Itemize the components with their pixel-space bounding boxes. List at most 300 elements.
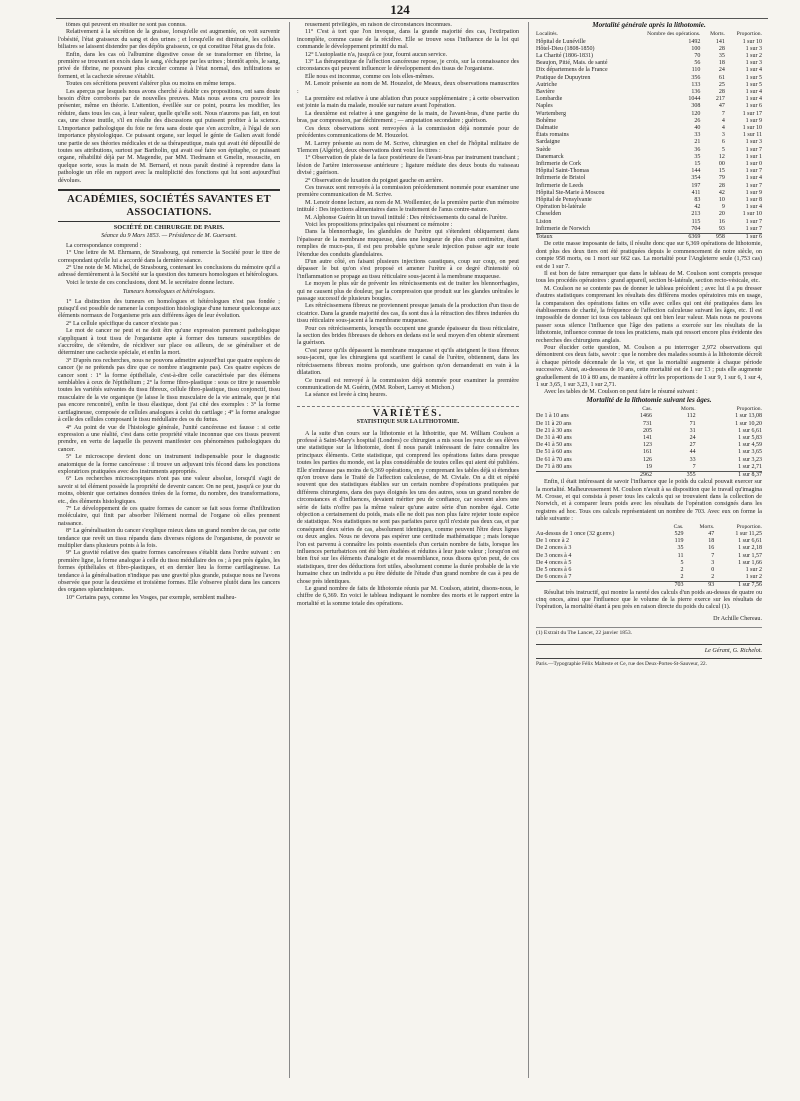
paragraph: 5° Le microscope devient donc un instrument indispensable pour le diagnostic anatomique de la forme cancéreuse : il trouve un adjuvant très fécond dans les ponctions exploratrices pratiquées avec des instruments appropriés. [58, 454, 280, 475]
table-row [536, 421, 762, 428]
table-cell: 5 [721, 146, 725, 153]
table-cell: Danemarck [536, 153, 564, 160]
table-cell: 35 [718, 53, 725, 60]
paragraph: M. Coulson ne se contente pas de donner le tableau précédent ; avec lui il a pu dresser d'autres statistiques comprenant les résultats des différens modes opératoires mis en usage, la comparaison des opérations faites en ville avec celles qui ont été pratiquées dans les établissemens de charité, la fréquence de l'affection calculeuse suivant les âges, etc. Il est impossible de donner ici tous ces tableaux qui ont bien leur valeur. Mais nous ne pouvons passer sous silence l'influence que l'âge des patiens a exercée sur les résultats de la lithotomie, influence connue de tous les praticiens, mais qui ressort encore plus évidente des recherches des chirurgiens anglais. [536, 285, 762, 344]
paragraph: Le moyen le plus sûr de prévenir les rétrécissements est de traiter les blennorrhagies, qui ne causent plus de douleur, par la compression que produit sur les glandes urétrales le passage successif de plusieurs bougies. [297, 281, 519, 303]
table-cell: 15 [718, 168, 725, 175]
paragraph: 3° D'après nos recherches, nous ne pouvons admettre aujourd'hui que quatre espèces de cancer (je ne prétends pas dire que ce nombre n'augmente pas). Ces quatre espèces de cancer sont : 1° la forme épithéliale, c'est-à-dire celle caractérisée par des élémens semblables à ceux de l'épithélium ; 2° la forme fibro-plastique : sous ce titre je rassemble toutes les variétés suivantes du tissu fibreux, cellule fibro-plastique, tissu conjonctif, tissu musculaire de la vie organique (je laisse le tissu musculaire de la vie animale, que je n'ai pas encore rencontré), enfin le tissu élastique, dont j'ai cité des exemples : 3° la forme cartilagineuse, composée de cellules analogues à celui du cartilage ; 4° la forme analogue à celle des cellules composant le tissu médullaire des os du fœtus. [58, 357, 280, 424]
table-cell: 31 [689, 427, 696, 434]
table-cell: 1 sur 8 [745, 197, 762, 204]
table-row [536, 211, 762, 218]
col1-paras3 [58, 299, 280, 603]
table-cell: Lombardie [536, 96, 563, 103]
table-cell: 15 [694, 161, 701, 168]
table-cell: 0 [711, 566, 715, 573]
table-row [536, 531, 762, 538]
table-cell: 141 [643, 435, 653, 442]
table-cell: 355 [656, 472, 700, 480]
table-cell: 197 [691, 182, 701, 189]
table-cell: Liston [536, 218, 552, 225]
table-cell: 136 [691, 89, 701, 96]
table-cell: De 31 à 40 ans [536, 435, 572, 442]
table-cell: 33 [689, 456, 696, 463]
table-cell: 1 sur 3 [745, 139, 762, 146]
table-row [536, 204, 762, 211]
paragraph: 2° Observation de luxation du poignet gauche en arrière. [305, 177, 443, 184]
table-cell: 26 [694, 117, 701, 124]
table-cell: Infirmerie de Cork [536, 161, 581, 168]
table-row [536, 60, 762, 67]
table-row [536, 219, 762, 226]
table-cell: 356 [691, 74, 701, 81]
column-header: Cas. [673, 523, 684, 530]
table-cell: 71 [689, 420, 696, 427]
table-cell: Hôtel-Dieu (1808-1850) [536, 45, 595, 52]
table-cell: 1 sur 3,23 [738, 456, 762, 463]
table-row [536, 147, 762, 154]
column-header: Cas. [642, 406, 653, 413]
table-cell: 79 [718, 175, 725, 182]
table-cell: 213 [691, 211, 701, 218]
table-cell: Hôpital de Lunéville [536, 38, 586, 45]
table-cell: Au-dessus de 1 once (32 gr.env.) [536, 530, 615, 537]
table-cell: 144 [691, 168, 701, 175]
gerant-line: Le Gérant, G. Richelot. [536, 644, 762, 655]
table-cell: De 1 à 10 ans [536, 413, 569, 420]
paragraph: Ce travail est renvoyé à la commission déjà nommée pour examiner la première communication de M. Guérin, (MM. Robert, Larrey et Michon.) [297, 377, 519, 391]
column-divider [528, 22, 529, 1078]
paragraph: 1° Une lettre de M. Ehrmann, de Strasbourg, qui remercie la Société pour le titre de correspondant qu'elle lui a accordé dans la dernière séance. [58, 250, 280, 264]
table-cell: 24 [689, 435, 696, 442]
paragraph: 11° C'est à tort que l'on invoque, dans la grande majorité des cas, l'extirpation incomplète, comme cause de la récidive. Elle se trouve sous l'influence de la loi qui commande le développement primitif du mal. [297, 29, 519, 51]
table-cell: 12 [718, 153, 725, 160]
table-row [536, 89, 762, 96]
table-cell: Wurtemberg [536, 110, 566, 117]
column-header [536, 524, 665, 531]
table-row [536, 53, 762, 60]
table-cell: Suède [536, 146, 551, 153]
table-cell: 3 [721, 132, 725, 139]
table-cell: De 51 à 60 ans [536, 449, 572, 456]
paragraph: La deuxième est relative à une gangrène de la main, de l'avant-bras, d'une partie du bras, par compression, par déchirement ; — amputation secondaire ; guérison. [297, 110, 519, 125]
table-cell: 35 [694, 153, 701, 160]
table-row [536, 567, 762, 574]
paragraph: Enfin, dans les cas où l'albumine digestive cesse de se transformer en fibrine, la première se trouvant en excès dans le sang, s'échappe par les urines ; bientôt après, le sang, privé de fibrine, ne pouvant plus circuler comme à l'état normal, des infiltrations se forment, et la cachexie séreuse s'établit. [58, 51, 280, 80]
paragraph: 9° La gravité relative des quatre formes cancéreuses s'établit dans l'ordre suivant : en première ligne, la forme analogue à celle du tissu médullaire des os ; à peu près égales, les formes épithéliales et fibro-plastiques, et en dernier lieu la forme cartilagineuse. La tendance à la généralisation n'indique pas une gravité plus grande, puisque nous ne l'avons observée que pour la deuxième et troisième formes. Elle s'observe plutôt dans les cancers des organes splanchniques. [58, 550, 280, 594]
paragraph: 2° Une note de M. Michel, de Strasbourg, contenant les conclusions du mémoire qu'il a adressé dernièrement à la Société sur la question des tumeurs homologues et hétérologues. [58, 264, 280, 279]
paragraph: Ces deux observations sont renvoyées à la commission déjà nommée pour de précédentes communications de M. Houzelot. [297, 125, 519, 140]
paragraph: Elle nous est inconnue, comme ces lois elles-mêmes. [305, 73, 435, 80]
table-cell: De 21 à 30 ans [536, 427, 572, 434]
paragraph: Voici les propositions principales qui résument ce mémoire : [305, 221, 453, 228]
table-cell: Dix départemens de la France [536, 67, 608, 74]
table-cell: 1 sur 4 [745, 89, 762, 96]
table-row [536, 132, 762, 139]
table-cell: 1 sur 6 [745, 103, 762, 110]
table-cell: 93 [718, 225, 725, 232]
table-cell: De 5 onces à 6 [536, 566, 572, 573]
table-cell: 1 sur 7 [745, 225, 762, 232]
table-cell: 5 [680, 559, 684, 566]
paragraph: La première est relative à une ablation d'un pouce supplémentaire ; à cette observation est jointe la main du malade, moulée sur nature avant l'opération. [297, 96, 519, 110]
paragraph: Les aperçus par lesquels nous avons cherché à établir ces propositions, ont sans doute besoin d'être corroborés par de nouvelles preuves. Mais nous avons cru pouvoir les présenter, même en théorie. L'attention, éveillée sur ce point, pourra les modifier, les réduire, dans tous les cas, à leur valeur, quelle qu'elle soit. Nous n'aurons pas fait, en tout cas, une chose inutile, s'il en résulte des discussions qui puissent profiter à la science. L'importance pathologique du foie ne fera sans doute que s'en accroître, à l'égal de son importance physiologique. Ce puissant organe, sur lequel le génie de Galien avait fondé une partie de ses théories médicales et de sa thérapeutique, mais qui avait été dépouillé de toutes ses attributions, surtout par Bartholin, qui avait osé faire son épitaphe, ce puissant organe, réhabilité déjà par M. Magendie, par MM. Tiedmann et Gmelin, ressuscite, en quelque sorte, sous la main de M. Bernard, et nous paraît destiné à reprendre dans la pathologie un rôle en rapport avec la multiplicité des fonctions qui lui sont aujourd'hui dévolues. [58, 88, 280, 184]
table-cell: 28 [718, 89, 725, 96]
column-header: Proportion. [736, 406, 762, 413]
table-cell: Bohême [536, 117, 556, 124]
table-cell: 115 [691, 218, 701, 225]
table-cell: 1 sur 5 [745, 81, 762, 88]
table-row [536, 75, 762, 82]
varietes-heading: VARIÉTÉS. [297, 406, 519, 417]
age-table [536, 406, 762, 479]
table-cell: 110 [691, 67, 701, 74]
table-cell: Pratique de Dupuytren [536, 74, 591, 81]
paragraph: 1° Observation de plaie de la face postérieure de l'avant-bras par instrument tranchant ; lésion de l'artère interosseuse antérieure ; ligature médiate des deux bouts du vaisseau divisé ; guérison. [297, 155, 519, 177]
paragraph: M. Lenoir donne lecture, au nom de M. Woillemier, de la première partie d'un mémoire intitulé : Des injections alimentaires dans le traitement de l'anus contre-nature. [297, 199, 519, 214]
table-cell: Sardaigne [536, 139, 560, 146]
table-cell: 36 [694, 146, 701, 153]
table-cell: 1 sur 3 [745, 45, 762, 52]
paragraph: Le mot de cancer ne peut et ne doit être qu'une expression purement pathologique s'appliquant à tout tissu de l'organisme apte à former des tumeurs susceptibles de s'accroître, de s'étendre, de récidiver sur place ou ailleurs, de se généraliser et de déterminer une cachexie spéciale, et enfin la mort. [58, 328, 280, 357]
paragraph: M. Larrey présente au nom de M. Scrive, chirurgien en chef de l'hôpital militaire de Tlemcen (Algérie), deux observations dont voici les titres : [297, 140, 519, 154]
table-cell: 1 sur 10 [742, 211, 762, 218]
table-row [536, 139, 762, 146]
col2-paras [297, 22, 519, 400]
table-cell: De 6 onces à 7 [536, 574, 572, 581]
paragraph: D'un autre côté, en faisant plusieurs injections caustiques, coup sur coup, on peut dépasser le but qu'on s'est proposé et amener l'urètre à ce degré d'intensité où l'inflammation se propage au tissu réticulaire sous-jacent à la membrane muqueuse. [297, 259, 519, 280]
table-cell: Totaux [536, 234, 630, 242]
table-cell: 19 [646, 463, 653, 470]
table-cell: Opération bi-latérale [536, 204, 586, 211]
table-cell: 42 [694, 204, 701, 211]
table-cell: 1 sur 3,65 [738, 449, 762, 456]
table-cell: 1 sur 4 [745, 67, 762, 74]
paragraph: tômes qui peuvent en résulter ne sont pas connus. [66, 22, 187, 28]
paragraph: Les rétrécissemens fibreux ne proviennent presque jamais de la production d'un tissu de cicatrice. Dans la grande majorité des cas, ils sont dus à la rétraction des fibres indurées du tissu réticulaire sous-jacent à la membrane muqueuse. [297, 303, 519, 325]
table-cell: 70 [694, 53, 701, 60]
society-title: SOCIÉTÉ DE CHIRURGIE DE PARIS. [113, 223, 225, 231]
table-row [536, 545, 762, 552]
table-cell: 1 sur 0 [745, 161, 762, 168]
table-cell: 1 sur 8,37 [700, 472, 762, 480]
table-row [536, 560, 762, 567]
table-cell: 1 sur 9 [745, 189, 762, 196]
header-rule [56, 18, 768, 19]
table-cell: Hôpital Ste-Marie à Moscou [536, 189, 605, 196]
table-cell: 28 [718, 45, 725, 52]
table-row [536, 197, 762, 204]
table-cell: 126 [643, 456, 653, 463]
col1-paras2 [58, 243, 280, 287]
table-cell: 7 [711, 552, 715, 559]
table1-title: Mortalité générale après la lithotomie. [592, 22, 706, 29]
table-cell: 112 [686, 413, 696, 420]
paragraph: Résultat très instructif, qui montre la rareté des calculs d'un poids au-dessus de quatre ou cinq onces, ainsi que l'influence que le volume de la pierre exerce sur les résultats de l'opération, la mortalité étant à peu près en raison directe du poids du calcul (1). [536, 589, 762, 611]
paragraph: Pour élucider cette question, M. Coulson a pu interroger 2,972 observations qui démontrent ces deux faits, savoir : que le nombre des malades soumis à la lithotomie décroît à chaque période décennale de la vie, et que la mortalité augmente à chaque période successive. Ainsi, au-dessous de 10 ans, cette mortalité est de 1 sur 13 ; puis elle augmente graduellement de 10 à 80 ans, de manière à offrir les proportions de 1 sur 9, 1 sur 6, 1 sur 4, 1 sur 3,65, 1 sur 3,23, 1 sur 2,71. [536, 344, 762, 389]
page-number: 124 [390, 2, 410, 17]
paragraph: Toutes ces sécrétions peuvent s'altérer plus ou moins en même temps. [66, 81, 236, 88]
paragraph: 6° Les recherches microscopiques n'ont pas une valeur absolue, lorsqu'il s'agit de savoir si tel élément possède la propriété de devenir cancer. On ne peut, jusqu'à ce jour du moins, obtenir que certaines données tirées de la forme, du nombre, des transformations, etc., des éléments histologiques. [58, 476, 280, 505]
table-cell: 1 sur 7 [745, 218, 762, 225]
col3-paras [536, 241, 762, 397]
paragraph: 12° L'autoplastie n'a, jusqu'à ce jour, fourni aucun service. [305, 51, 448, 58]
column-header: Proportion. [736, 523, 762, 530]
paragraph: M. Alphonse Guérin lit un travail intitulé : Des rétrécissements du canal de l'urètre. [305, 214, 508, 221]
table-cell: Infirmerie de Bristol [536, 175, 586, 182]
paragraph: Le grand nombre de faits de lithotomie réunis par M. Coulson, atteint, disons-nous, le chiffre de 6,369. En voici le tableau indiquant le nombre des morts et le rapport entre la mortalité et la somme totale des opérations. [297, 586, 519, 607]
table-cell: 1 sur 7 [745, 168, 762, 175]
table-cell: Autriche [536, 81, 557, 88]
table-cell: 1 sur 13,08 [735, 413, 762, 420]
table-cell: 1492 [688, 38, 701, 45]
table-cell: 2 [711, 574, 715, 581]
table-cell: 18 [718, 60, 725, 67]
table-cell: 35 [677, 545, 684, 552]
seance-line: Séance du 9 Mars 1853. — Présidence de M. Guersant. [101, 233, 237, 240]
paragraph: Avec les tables de M. Coulson on peut faire le résumé suivant : [544, 389, 698, 396]
paragraph: La séance est levée à cinq heures. [305, 392, 388, 399]
table-cell: 1 sur 4 [745, 175, 762, 182]
table-cell: 9 [721, 204, 725, 211]
table-cell: 2962 [619, 472, 656, 480]
table-cell: 47 [718, 103, 725, 110]
table-cell: 61 [718, 74, 725, 81]
table-cell: De 41 à 50 ans [536, 442, 572, 449]
table-row [536, 183, 762, 190]
paragraph: A la suite d'un cours sur la lithotomie et la lithotritie, que M. William Coulson a professé à Saint-Mary's hospital (Londres) ce chirurgien a mis sous les yeux de ses élèves une statistique sur la lithotomie, dont il nous paraît intéressant de faire connaître les principaux éléments. Cette statistique, qui comprend les opérations faites dans presque toutes les parties du monde, est la plus considérable de toutes celles qui aient été publiées. Elle n'embrasse pas moins de 6,369 opérations, en y comprenant les tables déjà si étendues qu'on trouve dans le Traité de l'affection calculeuse, de M. Civiale. On a dit et répété souvent que des statistiques établies sur un certain nombre d'opérations pratiquées par différens chirurgiens, dans des pays éloignés les uns des autres, sous un grand nombre de circonstances et d'influences, devaient mériter peu de confiance, car souvent alors une série de faits n'offre pas la même valeur qu'une autre série d'un nombre égal. Cette objection a certainement du poids, mais elle ne doit pas non plus faire rejeter toute espèce de statistique. Nos statistiques ne sont pas parfaites parce qu'il n'existe pas deux cas, et par conséquent deux séries de cas, absolument identiques, comme peuvent l'être deux lignes ou deux angles. Nous ne devons pas espérer une certitude mathématique ; mais lorsque l'on est parvenu à connaître les points essentiels d'un certain nombre de faits, lorsque les influences perturbatrices ont été bien étudiées et réduites à leur juste valeur ; lorsqu'on est bien fixé sur les éléments d'analogie et de ressemblance, nous disons qu'on peut, de ces statistiques, tirer des déductions fort utiles, absolument comme la durée probable de la vie humaine chez un individu a pu être déduite de l'étude d'un grand nombre de cas à peu de chose près identiques. [297, 430, 519, 585]
column-3 [536, 22, 762, 1078]
table-cell: 529 [674, 530, 684, 537]
table-cell: 11 [677, 552, 684, 559]
table-cell [536, 582, 665, 590]
table-cell: 1 sur 2 [745, 566, 762, 573]
table-cell: 20 [718, 211, 725, 218]
table-cell: 93 [687, 582, 718, 590]
table-cell: 1 sur 2,71 [738, 463, 762, 470]
table-cell: 47 [708, 530, 715, 537]
footnote: (1) Extrait du The Lancet, 22 janvier 1853. [536, 627, 762, 637]
paragraph: Dans la blennorrhagie, les glandules de l'urètre qui s'étendent obliquement dans l'épaisseur de la membrane muqueuse, dans une longueur de plus d'un centimètre, étant remplies de muco-pus, il est peu probable qu'une seule injection puisse agir sur toute l'étendue des conduits glandulaires. [297, 229, 519, 258]
table-cell: 4 [721, 125, 725, 132]
table-cell: 123 [643, 442, 653, 449]
table-cell: 703 [665, 582, 688, 590]
printer-line: Paris.—Typographie Félix Malteste et Ce, rue des Deux-Portes-St-Sauveur, 22. [536, 658, 762, 668]
column-header: Morts. [710, 31, 725, 38]
table-row [536, 553, 762, 560]
table-cell: Infirmerie de Norwich [536, 225, 590, 232]
table-cell: 40 [694, 125, 701, 132]
table-cell: 1 sur 7 [745, 182, 762, 189]
table-row [536, 428, 762, 435]
table-cell: 217 [715, 96, 725, 103]
column-divider [289, 22, 290, 1078]
table-row [536, 435, 762, 442]
table-cell: 1 sur 6,61 [738, 538, 762, 545]
table-row [536, 125, 762, 132]
table-cell: 1044 [688, 96, 701, 103]
table-row [536, 538, 762, 545]
table2-title: Mortalité de la lithotomie suivant les âges. [586, 395, 712, 404]
table-cell: De 4 onces à 5 [536, 559, 572, 566]
mortality-table [536, 31, 762, 241]
table-row [536, 442, 762, 449]
table-cell: 1 sur 17 [742, 110, 762, 117]
table-header-row [536, 406, 762, 413]
paragraph: reusement privilégiés, en raison de circonstances inconnues. [305, 22, 452, 28]
table-cell: 1 sur 1 [745, 153, 762, 160]
table-cell: 4 [721, 117, 725, 124]
table-cell: 1 sur 5 [745, 74, 762, 81]
paragraph: De cette masse imposante de faits, il résulte donc que sur 6,369 opérations de lithotomie, dont plus des deux tiers ont été pratiquées depuis le commencement de notre siècle, on compte 958 morts, ou 1 mort sur 662 cas. La mortalité pour l'Angleterre seule (1,753 cas) est de 1 sur 7. [536, 241, 762, 270]
table-cell: De 61 à 70 ans [536, 456, 572, 463]
table-row [536, 161, 762, 168]
table-cell: De 71 à 80 ans [536, 463, 572, 470]
table-cell: 1 sur 9 [745, 117, 762, 124]
table-cell: 42 [718, 189, 725, 196]
table-cell: De 11 à 20 ans [536, 420, 572, 427]
column-1 [58, 22, 280, 1078]
table-row [536, 190, 762, 197]
table-row [536, 457, 762, 464]
column-2 [297, 22, 519, 1078]
table-cell: 100 [691, 45, 701, 52]
table-cell: 25 [718, 81, 725, 88]
table-cell: 1466 [640, 413, 653, 420]
section-heading: ACADÉMIES, SOCIÉTÉS SAVANTES ET ASSOCIATIONS. [58, 189, 280, 222]
table-cell: 00 [718, 161, 725, 168]
table-cell: 28 [718, 182, 725, 189]
table-cell: 6 [721, 139, 725, 146]
table-cell: 1 sur 4,59 [738, 442, 762, 449]
table-cell: 27 [689, 442, 696, 449]
paragraph: La correspondance comprend : [66, 242, 142, 249]
table-cell: 731 [643, 420, 653, 427]
table-row [536, 175, 762, 182]
table-cell: De 1 once à 2 [536, 538, 569, 545]
table-cell: Naples [536, 103, 553, 110]
table-cell: 704 [691, 225, 701, 232]
table-row [536, 449, 762, 456]
table-cell: 1 sur 2 [745, 574, 762, 581]
table-cell: 1 sur 1,57 [738, 552, 762, 559]
table-row [536, 118, 762, 125]
table-row [536, 103, 762, 110]
table-cell: 120 [691, 110, 701, 117]
table-cell: 1 sur 10 [742, 38, 762, 45]
table-cell: 16 [708, 545, 715, 552]
table-cell: De 3 onces à 4 [536, 552, 572, 559]
statistique-heading: STATISTIQUE SUR LA LITHOTOMIE. [356, 419, 460, 426]
table-cell: 958 [704, 234, 729, 242]
table-cell: 1 sur 5,83 [738, 435, 762, 442]
table-cell: 1 sur 6,61 [738, 427, 762, 434]
table-cell: Dalmatie [536, 125, 558, 132]
table-cell: 1 sur 6 [729, 234, 762, 242]
table-row [536, 574, 762, 582]
table-cell: 6369 [630, 234, 705, 242]
table-cell: 141 [715, 38, 725, 45]
paragraph: Ces travaux sont renvoyés à la commission précédemment nommée pour examiner une première communication de M. Scrive. [297, 184, 519, 199]
table-cell: Hôpital de Pensylvanie [536, 197, 592, 204]
column-header: Nombre des opérations. [647, 31, 701, 38]
table-cell: 56 [694, 60, 701, 67]
table-cell: États romains [536, 132, 569, 139]
tumeurs-title: Tumeurs homologues et hétérologues. [122, 289, 216, 296]
column-header: Localités. [536, 31, 558, 38]
table-cell: 133 [691, 81, 701, 88]
table-cell: 7 [721, 110, 725, 117]
table-cell: 205 [643, 427, 653, 434]
table-cell: 1 sur 4 [745, 96, 762, 103]
col2-paras4 [297, 431, 519, 609]
table-cell: 2 [680, 566, 684, 573]
column-header: Proportion. [736, 31, 762, 38]
table-cell: 3 [711, 559, 715, 566]
paragraph: C'est parce qu'ils dépassent la membrane muqueuse et qu'ils atteignent le tissu fibreux sous-jacent, que les chirurgiens qui scarifient le canal de l'urètre, obtiennent, dans les rétrécissemens fibreux moins profonds, une guérison qu'on demanderait en vain à la dilatation. [297, 347, 519, 377]
table-cell: 44 [689, 449, 696, 456]
table-row [536, 39, 762, 46]
table-row [536, 226, 762, 234]
table-cell: 1 sur 2,18 [738, 545, 762, 552]
table-row [536, 46, 762, 53]
col3-paras2 [536, 479, 762, 523]
paragraph: Relativement à la sécrétion de la graisse, lorsqu'elle est augmentée, on voit survenir l'obésité, l'état graisseux du sang et des urines ; et lorsqu'elle est diminuée, les cellules biliaires se laissent distendre par des dépôts graisseux, ce qui constitue l'état gras du foie. [58, 29, 280, 51]
paragraph: M. Lenoir présente au nom de M. Houzelot, de Meaux, deux observations manuscrites : [297, 81, 519, 95]
table-cell: 411 [691, 189, 701, 196]
table-cell: 119 [674, 538, 684, 545]
paragraph: 4° Au point de vue de l'histologie générale, l'unité cancéreuse est fausse : si cette expression a une réalité, c'est dans cette propriété vitale inconnue que ces tissus peuvent prendre, en vertu de laquelle ils peuvent manifester ces phénomènes pathologiques du cancer. [58, 424, 280, 453]
table-cell: Cheselden [536, 211, 561, 218]
table-cell: 1 sur 10 [742, 125, 762, 132]
table-cell: 33 [694, 132, 701, 139]
table-cell: 18 [708, 538, 715, 545]
table-header-row [536, 524, 762, 531]
table-cell: Hôpital Saint-Thomas [536, 168, 590, 175]
table-row [536, 96, 762, 103]
table-row [536, 464, 762, 472]
table-cell: 1 sur 7 [745, 146, 762, 153]
table-cell: 21 [694, 139, 701, 146]
table-cell: 1 sur 1,66 [738, 559, 762, 566]
table-cell: Bavière [536, 89, 555, 96]
column-header: Morts. [680, 406, 696, 413]
paragraph: Pour ces rétrécissements, lorsqu'ils occupent une grande épaisseur du tissu réticulaire, la section des brides fibreuses de dehors en dedans est le seul moyen d'en obtenir sûrement la guérison. [297, 325, 519, 347]
paragraph: 7° Le développement de ces quatre formes de cancer se fait sous forme d'infiltration moléculaire, qui finit par absorber l'élément normal de l'organe où elles prennent naissance. [58, 505, 280, 527]
table-cell: 1 sur 3 [745, 60, 762, 67]
table-total-row [536, 582, 762, 590]
table-cell: 1 sur 11,25 [735, 530, 762, 537]
table-row [536, 413, 762, 420]
paragraph: Il est bon de faire remarquer que dans le tableau de M. Coulson sont compris presque tous les procédés opératoires : grand appareil, section bi-latérale, section recto-vésicale, etc. [536, 270, 762, 285]
paragraph: 10° Certains pays, comme les Vosges, par exemple, semblent malheu- [66, 594, 237, 601]
table-cell: 161 [643, 449, 653, 456]
col3-paras3 [536, 590, 762, 612]
table-row [536, 154, 762, 161]
table-cell: 1 sur 4 [745, 204, 762, 211]
table-cell: 308 [691, 103, 701, 110]
weight-table [536, 524, 762, 590]
table-cell: 2 [680, 574, 684, 581]
paragraph: Enfin, il était intéressant de savoir l'influence que le poids du calcul pouvait exercer sur la mortalité. Malheureusement M. Coulson n'avait à sa disposition que le travail qu'imagina M. Crosse, et qui consista à peser tous les calculs qui se trouvaient dans la collection de Norwich, et à comparer leurs poids avec les résultats de l'opération consignés dans les registres ad hoc. Tous ces calculs représentaient un nombre de 703. Avec eux on forme la table suivante : [536, 479, 762, 523]
paragraph: 2° La cellule spécifique du cancer n'existe pas : [66, 320, 182, 327]
table-cell: 10 [718, 197, 725, 204]
table-cell: 1 sur 7,56 [718, 582, 762, 590]
table-cell: Infirmerie de Leeds [536, 182, 584, 189]
table-cell: 354 [691, 175, 701, 182]
table-row [536, 111, 762, 118]
table-cell: De 2 onces à 3 [536, 545, 572, 552]
table-cell: 1 sur 2 [745, 53, 762, 60]
